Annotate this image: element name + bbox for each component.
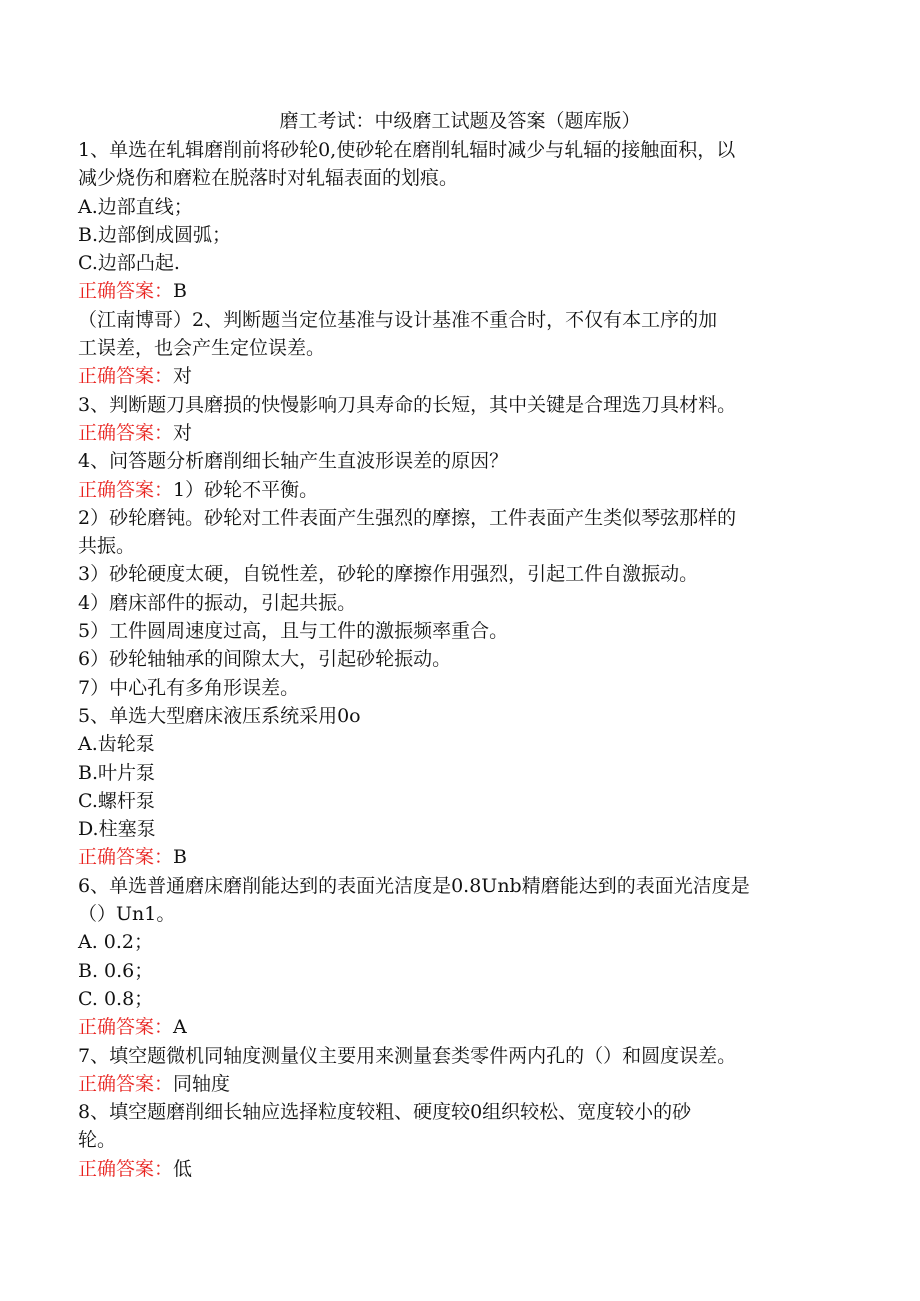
question-5 [78,702,828,872]
option-b: B.边部倒成圆弧； [78,223,232,246]
option-a: A.齿轮泵 [78,733,155,756]
answer-row [78,419,828,447]
answer-label: 正确答案： [78,421,174,444]
answer-value: 对 [173,365,193,388]
question-text: 减少烧伤和磨粒在脱落时对轧辐表面的划痕。 [78,167,459,190]
answer-label: 正确答案： [78,846,174,869]
question-4 [78,447,828,702]
question-1 [78,136,828,306]
answer-row [78,1013,828,1041]
option-c: C.边部凸起. [78,252,180,275]
question-text: 3、判断题刀具磨损的快慢影响刀具寿命的长短，其中关键是合理选刀具材料。 [78,393,737,416]
question-8 [78,1098,828,1183]
answer-value: B [173,280,187,303]
answer-label: 正确答案： [78,1072,174,1095]
question-text: 6、单选普通磨床磨削能达到的表面光洁度是0.8Unb精磨能达到的表面光洁度是 [78,874,750,897]
answer-value: 1）砂轮不平衡。 [173,478,319,501]
answer-row [78,1155,828,1183]
answer-detail: 7）中心孔有多角形误差。 [78,676,300,699]
question-3 [78,391,828,448]
answer-row [78,843,828,871]
option-a: A.边部直线； [78,195,193,218]
option-b: B.叶片泵 [78,761,156,784]
answer-detail: 5）工件圆周速度过高，且与工件的激振频率重合。 [78,620,509,643]
question-text: 5、单选大型磨床液压系统采用0o [78,704,361,727]
answer-row [78,476,828,504]
answer-detail: 2）砂轮磨钝。砂轮对工件表面产生强烈的摩擦，工件表面产生类似琴弦那样的 [78,506,737,529]
option-a: A. 0.2； [78,931,154,954]
answer-label: 正确答案： [78,1157,174,1180]
question-list [78,136,828,1183]
answer-value: 同轴度 [173,1072,231,1095]
answer-label: 正确答案： [78,280,174,303]
answer-detail: 3）砂轮硬度太硬，自锐性差，砂轮的摩擦作用强烈，引起工件自激振动。 [78,563,699,586]
page-title: 磨工考试：中级磨工试题及答案（题库版） [279,110,641,132]
answer-value: 低 [173,1157,193,1180]
answer-label: 正确答案： [78,365,174,388]
question-2 [78,306,828,391]
answer-row [78,277,828,305]
question-text: 1、单选在轧辑磨削前将砂轮0,使砂轮在磨削轧辐时减少与轧辐的接触面积，以 [78,139,736,161]
answer-detail: 6）砂轮轴轴承的间隙太大，引起砂轮振动。 [78,648,452,671]
option-c: C. 0.8； [78,987,154,1010]
option-d: D.柱塞泵 [78,818,156,841]
option-c: C.螺杆泵 [78,789,155,812]
question-6 [78,872,828,1042]
question-text: 7、填空题微机同轴度测量仪主要用来测量套类零件两内孔的（）和圆度误差。 [78,1044,737,1067]
question-text: 工误差，也会产生定位误差。 [78,337,326,360]
question-text: 轮。 [78,1129,117,1152]
answer-detail: 4）磨床部件的振动，引起共振。 [78,591,357,614]
question-text: （）Un1。 [78,903,176,926]
question-text: 4、问答题分析磨削细长轴产生直波形误差的原因？ [78,450,509,473]
answer-value: B [173,846,187,869]
question-text: （江南博哥）2、判断题当定位基准与设计基准不重合时，不仅有本工序的加 [78,308,718,331]
question-7 [78,1042,828,1099]
answer-detail: 共振。 [78,535,136,558]
answer-row [78,1070,828,1098]
answer-label: 正确答案： [78,478,174,501]
answer-value: 对 [173,421,193,444]
answer-label: 正确答案： [78,1016,174,1039]
answer-row [78,362,828,390]
question-text: 8、填空题磨削细长轴应选择粒度较粗、硬度较0组织较松、宽度较小的砂 [78,1101,692,1124]
answer-value: A [173,1016,187,1039]
option-b: B. 0.6； [78,959,154,982]
